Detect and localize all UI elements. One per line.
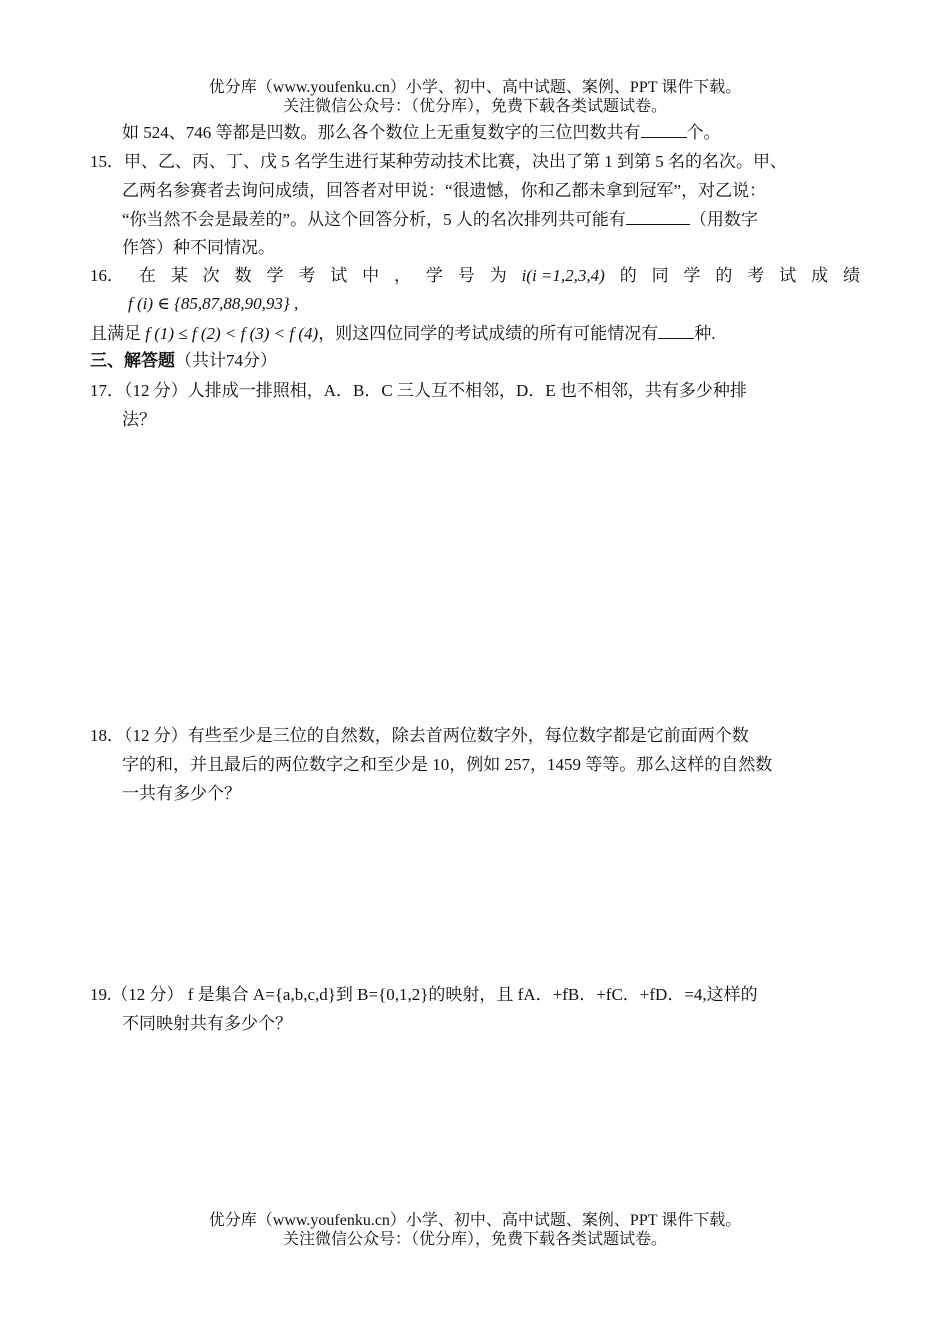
q18-line-1: 18．（12 分）有些至少是三位的自然数，除去首两位数字外，每位数字都是它前面两个数 [90, 726, 749, 745]
q15-number: 15． [90, 152, 124, 171]
q15-answer-blank [626, 208, 690, 225]
q16-formula-set: f (i) ∈ {85,87,88,90,93} , [128, 294, 299, 313]
q18-line-2: 字的和，并且最后的两位数字之和至少是 10，例如 257，1459 等等。那么这样的自然数 [122, 755, 773, 774]
q16-answer-blank [658, 322, 694, 339]
footer-line-2: 关注微信公众号：（优分库），免费下载各类试题试卷。 [282, 1231, 667, 1248]
q18-number: 18． [90, 726, 124, 745]
q17-line-2: 法？ [122, 410, 156, 429]
q19-line-2: 不同映射共有多少个？ [122, 1014, 292, 1033]
q14-answer-blank [641, 121, 687, 138]
q14-continuation: 如 524、746 等都是凹数。那么各个数位上无重复数字的三位凹数共有 个。 [122, 123, 721, 142]
q17-line-1: 17．（12 分）人排成一排照相，A．B．C 三人互不相邻，D．E 也不相邻，共有多少种排 [90, 381, 747, 400]
q16-formula-index: i(i =1,2,3,4) [521, 266, 605, 285]
q16-formula-ineq: f (1) ≤ f (2) < f (3) < f (4) [145, 324, 319, 343]
q16-line-2 [128, 293, 298, 315]
q15-line-4: 作答）种不同情况。 [122, 238, 275, 257]
q15-line-2: 乙两名参赛者去询问成绩，回答者对甲说：“很遗憾，你和乙都未拿到冠军”，对乙说： [122, 181, 767, 200]
header-line-2: 关注微信公众号：（优分库），免费下载各类试题试卷。 [282, 98, 667, 115]
q18-line-3: 一共有多少个？ [122, 784, 241, 803]
q16-line-3: 且满足 f (1) ≤ f (2) < f (3) < f (4)，则这四位同学的考试成绩的所有可能情况有 种. [90, 324, 716, 343]
q17-number: 17． [90, 381, 124, 400]
q15-line-1: 15．甲、乙、丙、丁、戊 5 名学生进行某种劳动技术比赛，决出了第 1 到第 5 名的名次。甲、 [90, 152, 787, 171]
header-line-1: 优分库（www.youfenku.cn）小学、初中、高中试题、案例、PPT 课件下载。 [208, 79, 742, 96]
footer-line-1: 优分库（www.youfenku.cn）小学、初中、高中试题、案例、PPT 课件下载。 [208, 1212, 742, 1229]
page-header [0, 78, 950, 116]
q16-number: 16． [90, 266, 124, 285]
section-3-heading: 三、解答题（共计74分） [90, 351, 277, 370]
page-footer [0, 1211, 950, 1249]
q19-line-1: 19.（12 分） f 是集合 A={a,b,c,d}到 B={0,1,2}的映射，且 fA．+fB．+fC．+fD．=4,这样的 [90, 985, 758, 1004]
q16-line-1: 16． 在 某 次 数 学 考 试 中 ， 学 号 为 i(i =1,2,3,4) 的 同 学 的 考 试 成 绩 [90, 266, 860, 285]
q19-number: 19. [90, 985, 112, 1004]
q15-line-3: “你当然不会是最差的”。从这个回答分析，5 人的名次排列共可能有 （用数字 [122, 210, 758, 229]
